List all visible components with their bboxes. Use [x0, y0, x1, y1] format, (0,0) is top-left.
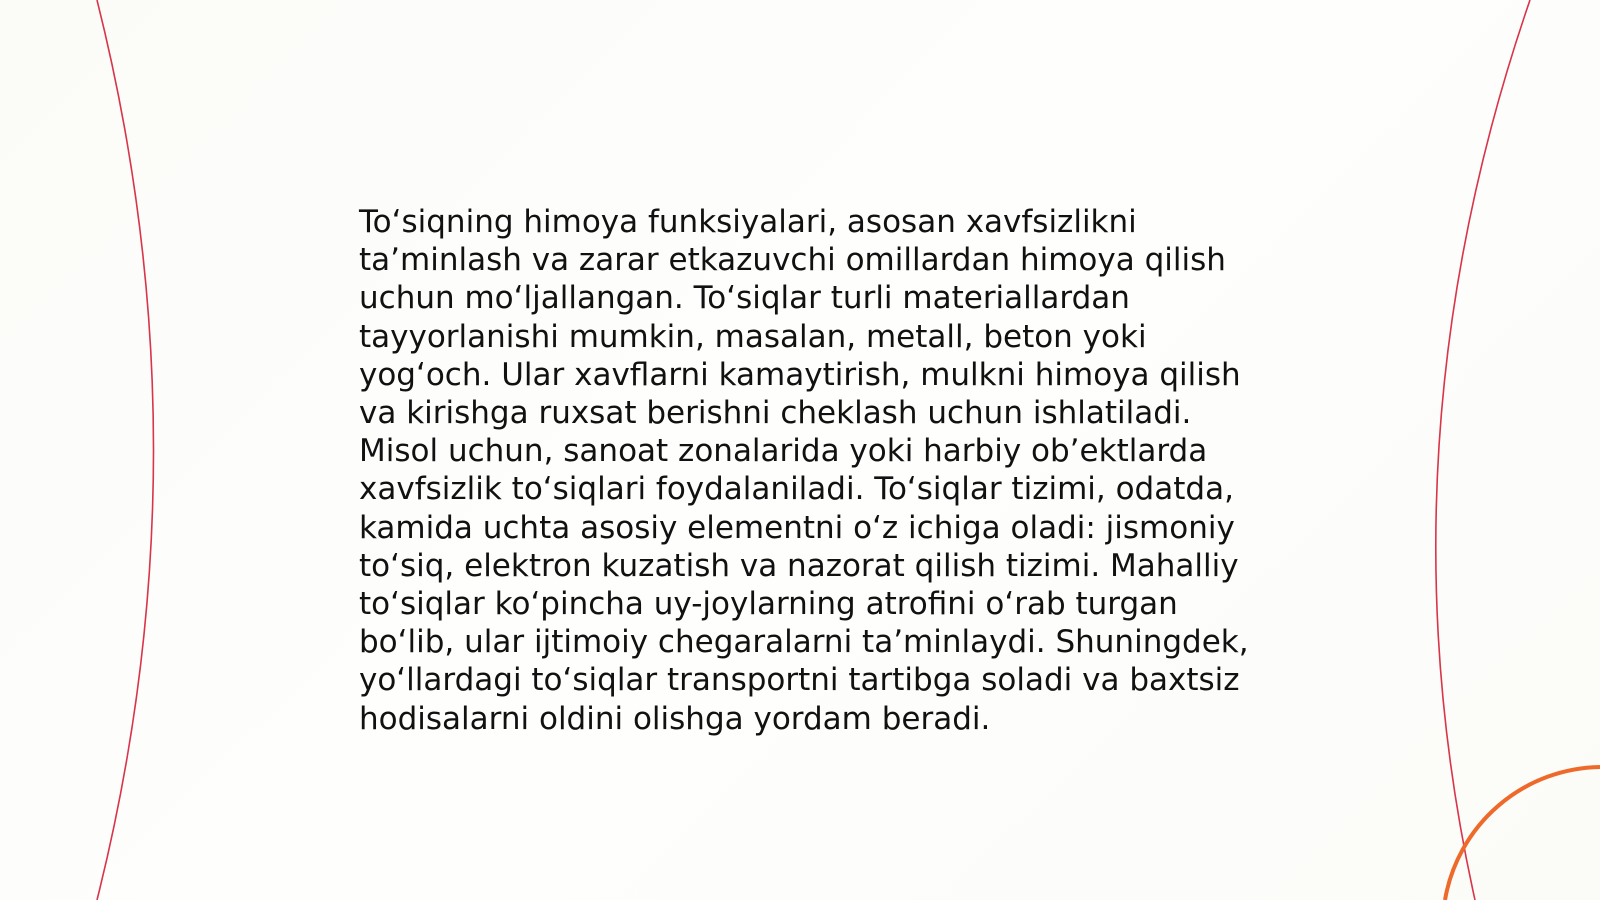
body-line: yo‘llardagi to‘siqlar transportni tartibga soladi va baxtsiz	[359, 662, 1240, 699]
body-line: to‘siq, elektron kuzatish va nazorat qilish tizimi. Mahalliy	[359, 547, 1239, 584]
body-line: yog‘och. Ular xavflarni kamaytirish, mulkni himoya qilish	[359, 356, 1241, 393]
body-paragraph	[359, 203, 1249, 738]
body-line: hodisalarni oldini olishga yordam beradi.	[359, 700, 991, 737]
body-line: bo‘lib, ular ijtimoiy chegaralarni ta’minlaydi. Shuningdek,	[359, 624, 1249, 661]
body-line: xavfsizlik to‘siqlari foydalaniladi. To‘siqlar tizimi, odatda,	[359, 471, 1234, 508]
left-curve-line	[97, 0, 154, 900]
body-line: kamida uchta asosiy elementni o‘z ichiga oladi: jismoniy	[359, 509, 1235, 546]
body-line: uchun mo‘ljallangan. To‘siqlar turli materiallardan	[359, 280, 1130, 317]
orange-arc-accent	[1445, 767, 1600, 900]
body-line: tayyorlanishi mumkin, masalan, metall, beton yoki	[359, 318, 1147, 355]
right-curve-line	[1436, 0, 1530, 900]
body-line: To‘siqning himoya funksiyalari, asosan xavfsizlikni	[359, 204, 1137, 240]
body-line: Misol uchun, sanoat zonalarida yoki harbiy ob’ektlarda	[359, 433, 1208, 470]
body-line: ta’minlash va zarar etkazuvchi omillardan himoya qilish	[359, 242, 1226, 279]
body-line: to‘siqlar ko‘pincha uy-joylarning atrofini o‘rab turgan	[359, 586, 1178, 623]
body-line: va kirishga ruxsat berishni cheklash uchun ishlatiladi.	[359, 395, 1192, 432]
